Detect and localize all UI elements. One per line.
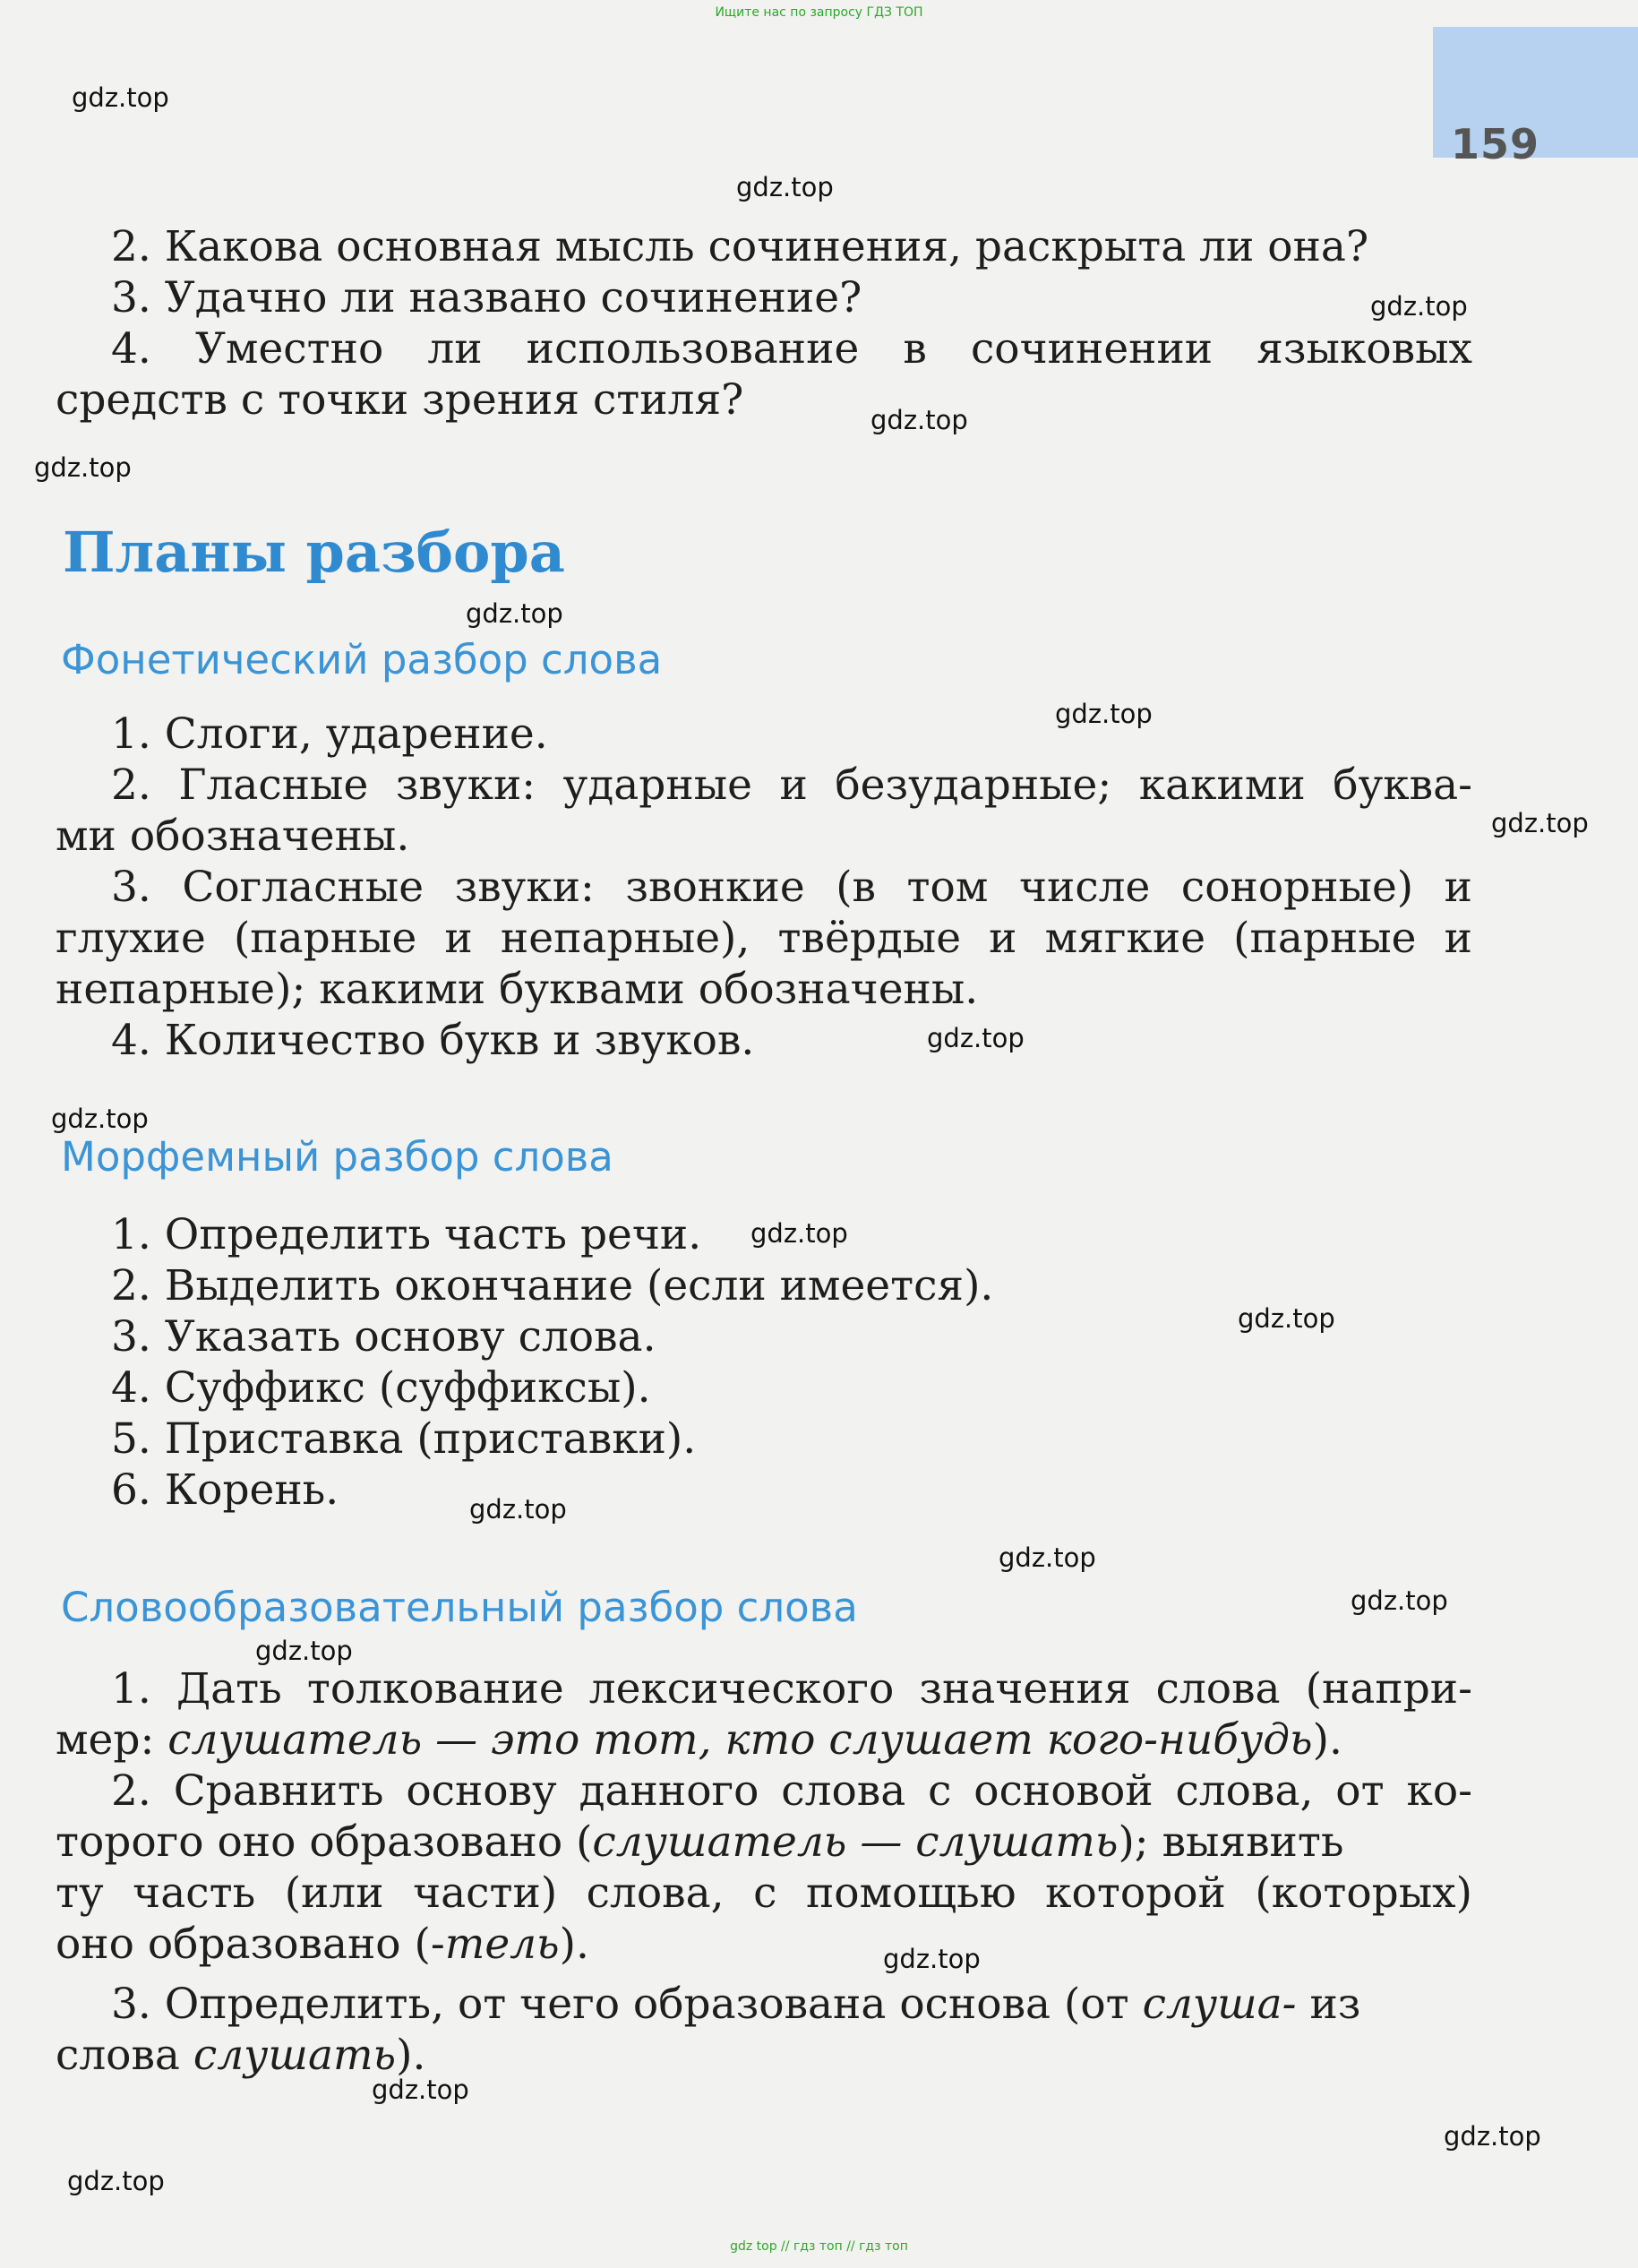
derivational-item-2-line-4-a: оно образовано (- [56, 1920, 445, 1969]
derivational-item-1-cont-a: мер: [56, 1715, 168, 1765]
derivational-item-2-suffix: тель [444, 1920, 560, 1969]
derivational-item-1-example: слушатель — это тот, кто слушает кого-нибудь [167, 1715, 1313, 1765]
derivational-item-1-cont-c: ). [1312, 1715, 1342, 1765]
phonetic-item-3-cont: глухие (парные и непарные), твёрдые и мягкие (парные и [56, 914, 1472, 963]
watermark: gdz.top [1444, 2121, 1541, 2152]
watermark: gdz.top [736, 172, 834, 202]
watermark: gdz.top [72, 82, 169, 113]
derivational-item-3-cont-c: ). [396, 2031, 426, 2080]
derivational-item-2-line-4-c: ). [559, 1920, 589, 1969]
morphemic-item-2: 2. Выделить окончание (если имеется). [111, 1261, 994, 1310]
derivational-item-2-line-4 [56, 1920, 1472, 1970]
watermark: gdz.top [999, 1542, 1096, 1573]
watermark: gdz.top [1238, 1303, 1335, 1334]
watermark: gdz.top [1370, 291, 1468, 322]
watermark: gdz.top [1491, 808, 1589, 838]
intro-question-4: 4. Уместно ли использование в сочинении языковых [111, 324, 1472, 374]
intro-question-2: 2. Какова основная мысль сочинения, раскрыта ли она? [111, 222, 1369, 271]
watermark: gdz.top [883, 1944, 981, 1974]
intro-question-4-cont: средств с точки зрения стиля? [56, 375, 744, 425]
derivational-heading: Словообразовательный разбор слова [61, 1584, 858, 1631]
derivational-item-2-example: слушатель — слушать [592, 1817, 1119, 1867]
derivational-item-3-word: слушать [193, 2031, 397, 2080]
watermark: gdz.top [870, 405, 968, 435]
derivational-item-3-c: из [1296, 1980, 1361, 2029]
top-note: Ищите нас по запросу ГДЗ ТОП [715, 5, 923, 20]
watermark: gdz.top [927, 1023, 1025, 1053]
intro-question-3: 3. Удачно ли названо сочинение? [111, 273, 862, 322]
derivational-item-2-cont-a: торого оно образовано ( [56, 1817, 593, 1867]
phonetic-item-2: 2. Гласные звуки: ударные и безударные; какими буква- [111, 760, 1472, 810]
phonetic-heading: Фонетический разбор слова [61, 636, 663, 683]
derivational-item-2-cont [56, 1817, 1472, 1868]
watermark: gdz.top [67, 2166, 165, 2196]
watermark: gdz.top [466, 598, 563, 629]
derivational-item-3 [56, 1980, 1472, 2030]
watermark: gdz.top [34, 452, 132, 483]
page-number: 159 [1451, 120, 1540, 168]
watermark: gdz.top [469, 1494, 567, 1525]
watermark: gdz.top [255, 1636, 353, 1666]
derivational-item-2-line-3: ту часть (или части) слова, с помощью которой (которых) [56, 1869, 1472, 1918]
morphemic-item-6: 6. Корень. [111, 1465, 339, 1515]
phonetic-item-3: 3. Согласные звуки: звонкие (в том числе сонорные) и [111, 863, 1472, 912]
watermark: gdz.top [1351, 1585, 1448, 1616]
morphemic-heading: Морфемный разбор слова [61, 1133, 613, 1181]
derivational-item-3-a: 3. Определить, от чего образована основа (от [111, 1980, 1143, 2029]
derivational-item-3-cont [56, 2031, 1472, 2081]
phonetic-item-2-cont: ми обозначены. [56, 812, 410, 861]
derivational-item-3-cont-a: слова [56, 2031, 193, 2080]
morphemic-item-3: 3. Указать основу слова. [111, 1312, 656, 1362]
morphemic-item-5: 5. Приставка (приставки). [111, 1414, 697, 1464]
watermark: gdz.top [51, 1104, 149, 1134]
morphemic-item-4: 4. Суффикс (суффиксы). [111, 1363, 651, 1413]
phonetic-item-3-end: непарные); какими буквами обозначены. [56, 965, 979, 1014]
watermark: gdz.top [372, 2075, 469, 2105]
phonetic-item-1: 1. Слоги, ударение. [111, 709, 548, 759]
section-title: Планы разбора [63, 520, 565, 585]
morphemic-item-1: 1. Определить часть речи. [111, 1210, 702, 1259]
derivational-item-1: 1. Дать толкование лексического значения слова (напри- [111, 1664, 1472, 1714]
watermark: gdz.top [1055, 699, 1153, 729]
derivational-item-2: 2. Сравнить основу данного слова с основой слова, от ко- [111, 1766, 1472, 1816]
derivational-item-2-cont-c: ); выявить [1118, 1817, 1344, 1867]
bottom-note: gdz top // гдз топ // гдз топ [730, 2239, 908, 2254]
derivational-item-3-stem: слуша- [1142, 1980, 1297, 2029]
derivational-item-1-cont [56, 1715, 1472, 1765]
watermark: gdz.top [750, 1218, 848, 1249]
phonetic-item-4: 4. Количество букв и звуков. [111, 1016, 755, 1065]
